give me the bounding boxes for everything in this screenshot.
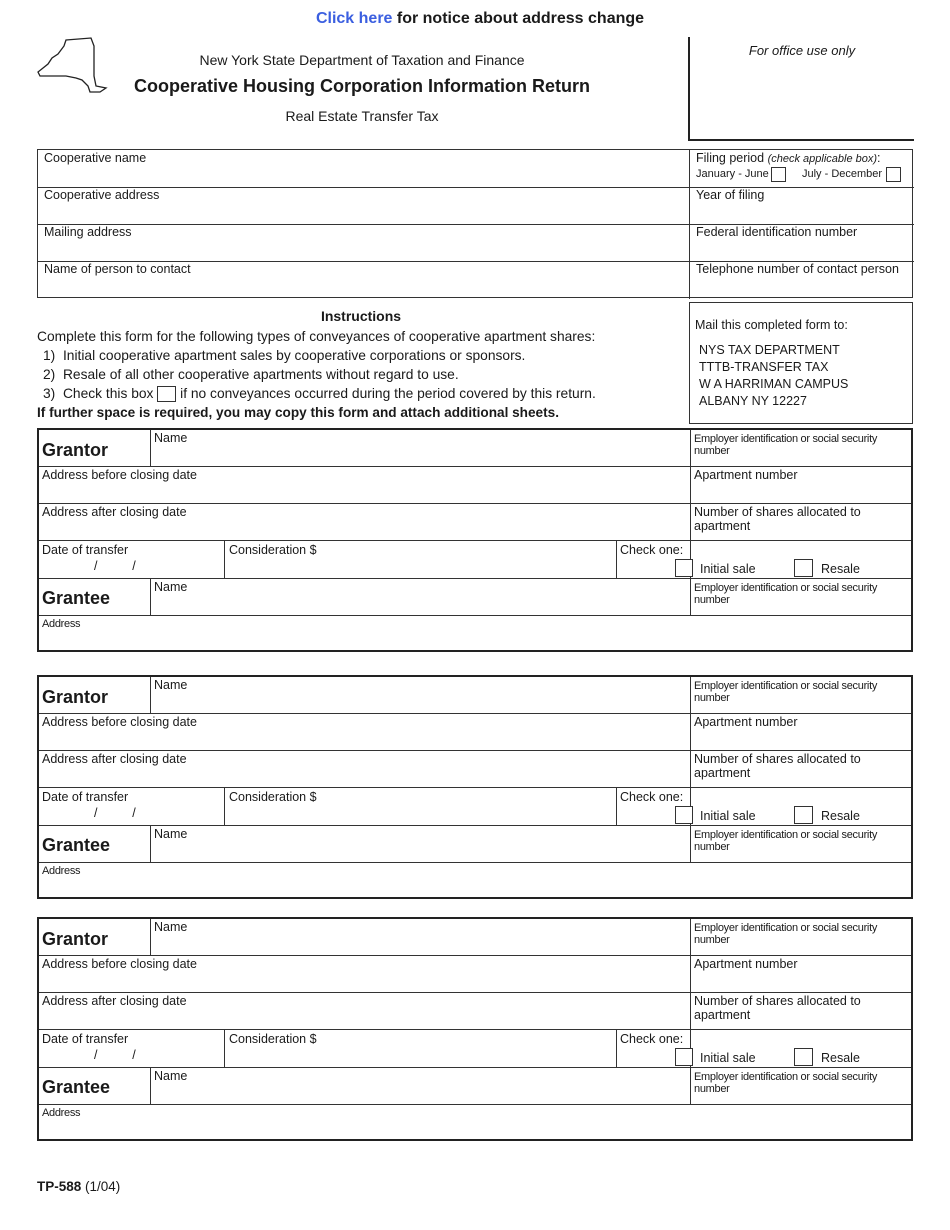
address-after-closing-field[interactable]: Address after closing date	[42, 505, 187, 519]
grantee-address-field[interactable]: Address	[42, 618, 81, 630]
office-use-label: For office use only	[748, 43, 856, 58]
grantor-name-field[interactable]: Name	[154, 920, 188, 934]
grantee-heading: Grantee	[42, 588, 111, 608]
grantor-heading: Grantor	[42, 440, 109, 460]
address-before-closing-field[interactable]: Address before closing date	[42, 468, 197, 482]
address-before-closing-field[interactable]: Address before closing date	[42, 715, 197, 729]
grantee-ein-ssn-field[interactable]: Employer identification or social security number	[694, 829, 878, 853]
check-one-label: Check one:	[620, 1032, 684, 1046]
address-after-closing-field[interactable]: Address after closing date	[42, 752, 187, 766]
check-one-label: Check one:	[620, 543, 684, 557]
resale-label: Resale	[821, 562, 860, 576]
shares-allocated-field[interactable]: Number of shares allocated to apartment	[694, 505, 861, 533]
no-conveyances-checkbox[interactable]	[157, 386, 176, 402]
grantor-heading: Grantor	[42, 687, 109, 707]
notice-text: for notice about address change	[392, 10, 645, 27]
instruction-item-3: 3) Check this box if no conveyances occurred during the period covered by this return.	[43, 386, 596, 401]
office-use-box	[688, 37, 914, 141]
grantor-ein-ssn-field[interactable]: Employer identification or social security number	[694, 433, 878, 457]
grantee-heading: Grantee	[42, 835, 111, 855]
transfer-section-1	[37, 428, 913, 652]
date-separators: / /	[94, 806, 136, 820]
contact-telephone-field[interactable]: Telephone number of contact person	[696, 262, 899, 276]
address-change-notice	[0, 10, 950, 28]
date-separators: / /	[94, 559, 136, 573]
jan-june-option: January - June	[696, 168, 769, 180]
grantor-name-field[interactable]: Name	[154, 431, 188, 445]
resale-checkbox[interactable]	[794, 1048, 813, 1066]
instructions-body	[37, 327, 687, 422]
grantor-heading: Grantor	[42, 929, 109, 949]
instructions-title: Instructions	[320, 308, 402, 324]
address-before-closing-field[interactable]: Address before closing date	[42, 957, 197, 971]
apartment-number-field[interactable]: Apartment number	[694, 468, 798, 482]
apartment-number-field[interactable]: Apartment number	[694, 957, 798, 971]
resale-checkbox[interactable]	[794, 806, 813, 824]
apartment-number-field[interactable]: Apartment number	[694, 715, 798, 729]
shares-allocated-field[interactable]: Number of shares allocated to apartment	[694, 994, 861, 1022]
agency-name: New York State Department of Taxation and Finance	[199, 52, 525, 68]
initial-sale-checkbox[interactable]	[675, 559, 693, 577]
mail-to-label: Mail this completed form to:	[695, 318, 848, 332]
initial-sale-checkbox[interactable]	[675, 806, 693, 824]
year-of-filing-field[interactable]: Year of filing	[696, 188, 765, 202]
contact-person-field[interactable]: Name of person to contact	[44, 262, 191, 276]
form-number: TP-588	[37, 1179, 82, 1194]
jan-june-checkbox[interactable]	[771, 167, 786, 182]
grantee-address-field[interactable]: Address	[42, 1107, 81, 1119]
grantee-name-field[interactable]: Name	[154, 580, 188, 594]
grantee-name-field[interactable]: Name	[154, 1069, 188, 1083]
grantor-name-field[interactable]: Name	[154, 678, 188, 692]
resale-label: Resale	[821, 809, 860, 823]
jul-dec-checkbox[interactable]	[886, 167, 901, 182]
jul-dec-option: July - December	[802, 168, 883, 180]
address-after-closing-field[interactable]: Address after closing date	[42, 994, 187, 1008]
federal-id-field[interactable]: Federal identification number	[696, 225, 858, 239]
form-revision: (1/04)	[81, 1179, 121, 1194]
shares-allocated-field[interactable]: Number of shares allocated to apartment	[694, 752, 861, 780]
transfer-section-3	[37, 917, 913, 1141]
grantor-ein-ssn-field[interactable]: Employer identification or social security number	[694, 922, 878, 946]
consideration-field[interactable]: Consideration $	[229, 1032, 317, 1046]
date-separators: / /	[94, 1048, 136, 1062]
grantee-address-field[interactable]: Address	[42, 865, 81, 877]
filing-period-hint: (check applicable box)	[767, 153, 878, 165]
initial-sale-label: Initial sale	[700, 562, 756, 576]
grantee-name-field[interactable]: Name	[154, 827, 188, 841]
cooperative-address-field[interactable]: Cooperative address	[44, 188, 160, 202]
initial-sale-label: Initial sale	[700, 1051, 756, 1065]
mail-to-box	[689, 302, 913, 424]
form-title: Cooperative Housing Corporation Information Return	[133, 76, 590, 96]
grantee-ein-ssn-field[interactable]: Employer identification or social security number	[694, 582, 878, 606]
filing-period-label: Filing period (check applicable box):	[696, 151, 881, 165]
click-here-link[interactable]: Click here	[315, 10, 393, 27]
initial-sale-checkbox[interactable]	[675, 1048, 693, 1066]
initial-sale-label: Initial sale	[700, 809, 756, 823]
date-of-transfer-field[interactable]: Date of transfer	[42, 1032, 129, 1046]
cooperative-name-field[interactable]: Cooperative name	[44, 151, 147, 165]
grantee-ein-ssn-field[interactable]: Employer identification or social security number	[694, 1071, 878, 1095]
resale-checkbox[interactable]	[794, 559, 813, 577]
mail-to-address: NYS TAX DEPARTMENT TTTB-TRANSFER TAX W A HARRIMAN CAMPUS ALBANY NY 12227	[699, 343, 849, 408]
instruction-item-2: 2) Resale of all other cooperative apartments without regard to use.	[43, 367, 459, 382]
new-york-state-map-icon	[36, 36, 108, 96]
mailing-address-field[interactable]: Mailing address	[44, 225, 132, 239]
transfer-section-2	[37, 675, 913, 899]
date-of-transfer-field[interactable]: Date of transfer	[42, 790, 129, 804]
date-of-transfer-field[interactable]: Date of transfer	[42, 543, 129, 557]
resale-label: Resale	[821, 1051, 860, 1065]
cooperative-info-grid	[37, 149, 913, 298]
form-subtitle: Real Estate Transfer Tax	[285, 108, 439, 124]
consideration-field[interactable]: Consideration $	[229, 543, 317, 557]
form-identifier	[37, 1179, 120, 1194]
grantor-ein-ssn-field[interactable]: Employer identification or social security number	[694, 680, 878, 704]
instructions-intro: Complete this form for the following types of conveyances of cooperative apartment shares:	[37, 329, 596, 344]
instruction-item-1: 1) Initial cooperative apartment sales by cooperative corporations or sponsors.	[43, 348, 526, 363]
consideration-field[interactable]: Consideration $	[229, 790, 317, 804]
instructions-note: If further space is required, you may copy this form and attach additional sheets.	[37, 405, 559, 420]
grantee-heading: Grantee	[42, 1077, 111, 1097]
check-one-label: Check one:	[620, 790, 684, 804]
